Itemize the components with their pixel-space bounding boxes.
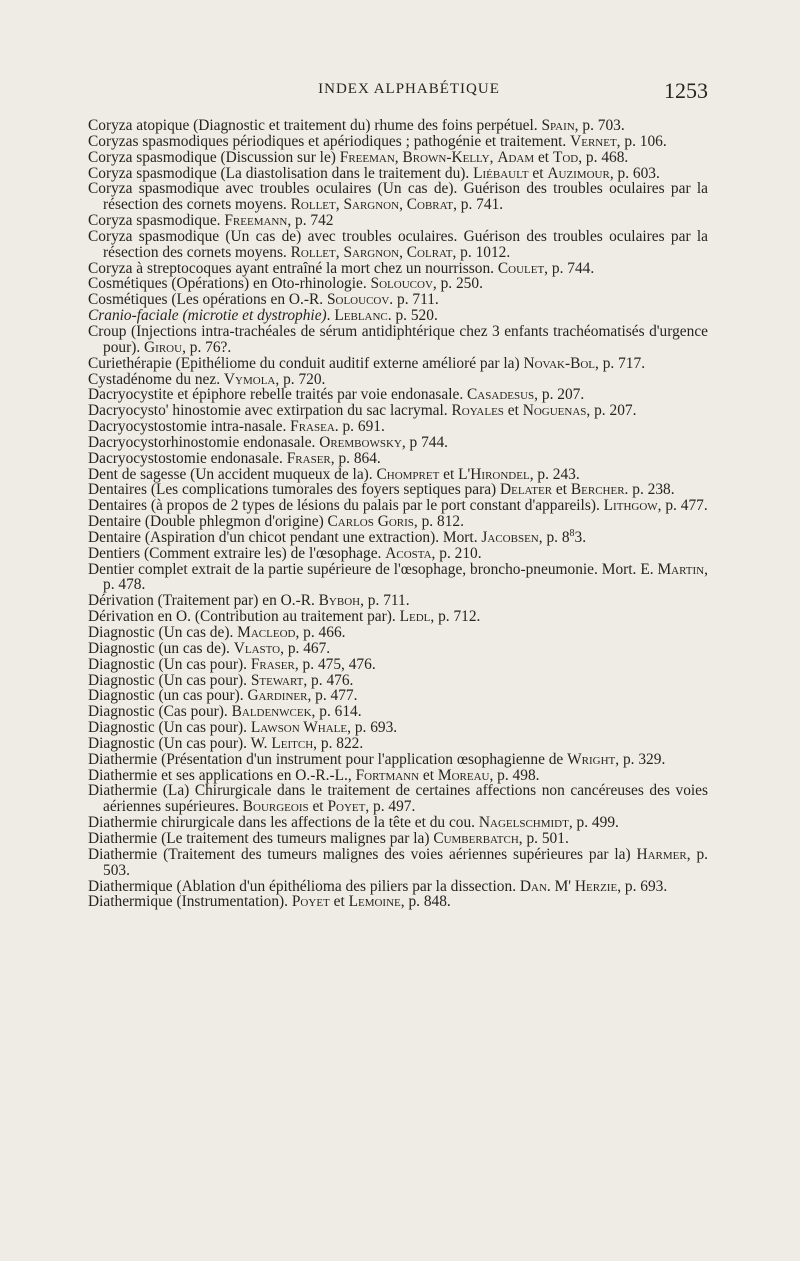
- entry-text: et: [552, 481, 571, 499]
- superscript: 8: [569, 527, 575, 539]
- author-name: Moreau: [437, 766, 490, 784]
- entry-text: Cosmétiques (Opérations) en Oto-rhinologie.: [88, 275, 371, 293]
- author-name: Acosta: [385, 544, 432, 562]
- index-entry: [88, 356, 708, 372]
- author-name: Vymola: [223, 370, 276, 388]
- author-name: Wright: [567, 750, 616, 768]
- author-name: Soloucov: [370, 275, 433, 293]
- author-name: Ledl: [399, 608, 431, 626]
- entry-text: ,: [399, 243, 407, 261]
- index-entry: [88, 372, 708, 388]
- author-name: Bercher: [570, 481, 625, 499]
- entry-text: , p. 711.: [360, 592, 410, 610]
- author-name: Lithgow: [603, 497, 658, 515]
- entry-text: , p. 476.: [303, 671, 354, 689]
- author-name: Soloucov: [326, 291, 390, 309]
- entry-text: Diathermie (La) Chirurgicale dans le traitement de certaines affections non cancéreuses des voies aériennes supérieures.: [88, 782, 708, 816]
- entry-text: Dentier complet extrait de la partie supérieure de l'œsophage, broncho-pneumonie. Mort. E.: [88, 560, 658, 578]
- entry-text: Dentaire (Aspiration d'un chicot pendant une extraction). Mort.: [88, 528, 482, 546]
- entry-text: Diathermie et ses applications en O.-R.-L.,: [88, 766, 356, 784]
- author-name: Rollet: [290, 196, 336, 214]
- entry-text: , p. 467.: [280, 639, 331, 657]
- entry-text: Diagnostic (Un cas pour).: [88, 655, 251, 673]
- index-entry: [88, 736, 708, 752]
- index-entry: [88, 847, 708, 879]
- entry-text: , p. 501.: [518, 829, 569, 847]
- author-name: Delater: [500, 481, 553, 499]
- index-entry: [88, 276, 708, 292]
- entry-text: , p. 498.: [489, 766, 540, 784]
- entry-text: Diagnostic (Un cas de).: [88, 624, 238, 641]
- entry-text: Diagnostic (Un cas pour). W.: [88, 734, 272, 752]
- index-entry: [88, 527, 708, 546]
- entry-text: . p. 691.: [334, 418, 385, 436]
- entry-text: Diathermie (Traitement des tumeurs malignes des voies aériennes supérieures par la): [88, 845, 637, 863]
- entry-text: Diagnostic (Un cas pour).: [88, 671, 251, 689]
- index-entry: [88, 451, 708, 467]
- entry-text: .: [326, 307, 335, 325]
- entry-text: ,: [394, 148, 403, 166]
- entry-text: Diathermie (Le traitement des tumeurs malignes par la): [88, 829, 434, 847]
- author-name: Tod: [552, 148, 579, 166]
- entry-text: Dérivation en O. (Contribution au traitement par).: [88, 608, 400, 626]
- index-entry: [88, 625, 708, 641]
- entry-text: , p. 1012.: [452, 243, 511, 261]
- entry-text: , p. 499.: [568, 814, 619, 832]
- entry-text: . p. 711.: [389, 291, 439, 309]
- author-name: Martin: [657, 560, 705, 578]
- entry-text: et: [308, 798, 328, 816]
- author-name: Leblanc: [334, 307, 388, 325]
- author-name: Macleod: [237, 624, 296, 641]
- entry-text: , p. 106.: [616, 132, 667, 150]
- author-name: Byboh: [318, 592, 361, 610]
- author-name: Baldenwcek: [231, 703, 312, 721]
- author-name: Poyet: [327, 798, 366, 816]
- entry-text: Coryza spasmodique avec troubles oculaires (Un cas de). Guérison des troubles oculaires par la résection des cornets moyens.: [88, 180, 708, 214]
- entry-text: Coryzas spasmodiques périodiques et apériodiques ; pathogénie et traitement.: [88, 132, 571, 150]
- author-name: Spain: [541, 117, 575, 134]
- entry-text: 3.: [574, 528, 587, 546]
- entry-text: ,: [489, 148, 498, 166]
- author-name: Leitch: [271, 734, 314, 752]
- author-name: Carlos Goris: [327, 513, 414, 531]
- author-name: Colrat: [406, 243, 453, 261]
- entry-text: et: [419, 766, 438, 784]
- entry-text: , p. 848.: [400, 893, 451, 911]
- entry-text: ,: [335, 196, 344, 214]
- entry-text: , p. 468.: [578, 148, 629, 166]
- entry-text: , p. 478.: [103, 560, 708, 594]
- author-name: Nagelschmidt: [478, 814, 569, 832]
- entry-text: , p. 475, 476.: [294, 655, 376, 673]
- entry-text: Diagnostic (Cas pour).: [88, 703, 232, 721]
- entry-text: , p. 243.: [529, 465, 580, 483]
- index-entry: [88, 181, 708, 213]
- entry-text: Coryza spasmodique.: [88, 212, 225, 230]
- entry-text: , p. 76?.: [182, 338, 232, 356]
- index-entry: [88, 467, 708, 483]
- entry-text: Dacryocysto' hinostomie avec extirpation du sac lacrymal.: [88, 402, 452, 420]
- page-header: [110, 78, 708, 104]
- index-entry: [88, 688, 708, 704]
- entry-text: et: [528, 164, 548, 182]
- author-name: Fraser: [250, 655, 295, 673]
- entry-text: Dentaire (Double phlegmon d'origine): [88, 513, 328, 531]
- entry-text: , p. 210.: [431, 544, 482, 562]
- index-entry: [88, 419, 708, 435]
- entry-text: Diathermique (Instrumentation).: [88, 893, 292, 911]
- author-name: L'Hirondel: [458, 465, 530, 483]
- author-name: Freemann: [224, 212, 288, 230]
- entry-text: , p. 250.: [432, 275, 483, 293]
- entry-text: Coryza à streptocoques ayant entraîné la mort chez un nourrisson.: [88, 259, 498, 277]
- entry-text: , p. 712.: [430, 608, 481, 626]
- author-name: Bourgeois: [242, 798, 309, 816]
- index-entry: [88, 815, 708, 831]
- entry-text: , p. 8: [538, 528, 570, 546]
- index-entry: [88, 609, 708, 625]
- index-entry: [88, 166, 708, 182]
- entry-text: et: [503, 402, 523, 420]
- entry-text: . p. 520.: [387, 307, 438, 325]
- index-entry: [88, 150, 708, 166]
- author-name: Dan. M' Herzie: [519, 877, 618, 895]
- entry-text: Diathermie chirurgicale dans les affections de la tête et du cou.: [88, 814, 479, 832]
- index-entry: [88, 308, 708, 324]
- entry-text: Dentaires (à propos de 2 types de lésions du palais par le port constant d'appareils).: [88, 497, 604, 515]
- entry-text: , p. 703.: [574, 117, 625, 134]
- author-name: Stewart: [250, 671, 304, 689]
- entry-text: Diagnostic (un cas de).: [88, 639, 234, 657]
- author-name: Adam: [497, 148, 535, 166]
- index-entries: [88, 118, 708, 910]
- author-name: Royales: [451, 402, 504, 420]
- author-name: Poyet: [291, 893, 330, 911]
- index-entry: [88, 562, 708, 594]
- entry-text: , p. 614.: [311, 703, 362, 721]
- entry-text: , p. 742: [287, 212, 334, 230]
- entry-text-italic: Cranio-faciale (microtie et dystrophie): [88, 307, 327, 325]
- entry-text: Dentiers (Comment extraire les) de l'œsophage.: [88, 544, 386, 562]
- entry-text: , p. 864.: [330, 449, 381, 467]
- index-entry: [88, 514, 708, 530]
- entry-text: , p. 812.: [413, 513, 464, 531]
- author-name: Freeman: [339, 148, 395, 166]
- author-name: Auzimour: [547, 164, 610, 182]
- entry-text: , p 744.: [401, 433, 449, 451]
- author-name: Gardiner: [247, 687, 308, 705]
- entry-text: Cosmétiques (Les opérations en O.-R.: [88, 291, 327, 309]
- entry-text: , p. 741.: [453, 196, 504, 214]
- entry-text: Diathermie (Présentation d'un instrument pour l'application œsophagienne de: [88, 750, 568, 768]
- author-name: Vlasto: [233, 639, 281, 657]
- entry-text: , p. 717.: [595, 354, 646, 372]
- index-entry: [88, 482, 708, 498]
- author-name: Cumberbatch: [433, 829, 519, 847]
- entry-text: Dacryocystostomie endonasale.: [88, 449, 287, 467]
- entry-text: Coryza atopique (Diagnostic et traitement du) rhume des foins perpétuel.: [88, 117, 542, 134]
- index-entry: [88, 387, 708, 403]
- running-title: INDEX ALPHABÉTIQUE: [318, 81, 500, 97]
- index-entry: [88, 704, 708, 720]
- entry-text: , p. 207.: [586, 402, 637, 420]
- page-number: 1253: [664, 78, 708, 103]
- entry-text: Dacryocystostomie intra-nasale.: [88, 418, 291, 436]
- index-entry: [88, 134, 708, 150]
- entry-text: , p. 466.: [295, 624, 346, 641]
- entry-text: , p. 720.: [275, 370, 326, 388]
- author-name: Orembowsky: [319, 433, 402, 451]
- index-entry: [88, 783, 708, 815]
- author-name: Lawson Whale: [250, 719, 348, 737]
- index-entry: [88, 720, 708, 736]
- entry-text: , p. 477.: [657, 497, 708, 515]
- entry-text: Cystadénome du nez.: [88, 370, 224, 388]
- index-entry: [88, 324, 708, 356]
- entry-text: Dent de sagesse (Un accident muqueux de la).: [88, 465, 377, 483]
- entry-text: et: [534, 148, 553, 166]
- author-name: Harmer: [636, 845, 687, 863]
- entry-text: Dacryocystorhinostomie endonasale.: [88, 433, 320, 451]
- entry-text: et: [439, 465, 459, 483]
- entry-text: ,: [399, 196, 407, 214]
- author-name: Frasea: [290, 418, 335, 436]
- entry-text: Diathermique (Ablation d'un épithélioma des piliers par la dissection.: [88, 877, 520, 895]
- author-name: Brown-Kelly: [402, 148, 490, 166]
- author-name: Novak-Bol: [523, 354, 596, 372]
- author-name: Noguenas: [522, 402, 587, 420]
- author-name: Liébault: [473, 164, 529, 182]
- index-entry: [88, 261, 708, 277]
- author-name: Coulet: [497, 259, 545, 277]
- entry-text: , p. 603.: [609, 164, 660, 182]
- index-entry: [88, 498, 708, 514]
- entry-text: , p. 497.: [365, 798, 416, 816]
- index-entry: [88, 229, 708, 261]
- entry-text: Diagnostic (un cas pour).: [88, 687, 248, 705]
- index-entry: [88, 768, 708, 784]
- index-entry: [88, 292, 708, 308]
- author-name: Chompret: [376, 465, 440, 483]
- entry-text: Coryza spasmodique (La diastolisation dans le traitement du).: [88, 164, 474, 182]
- author-name: Cobrat: [406, 196, 454, 214]
- index-entry: [88, 435, 708, 451]
- index-entry: [88, 213, 708, 229]
- author-name: Fraser: [286, 449, 331, 467]
- author-name: Vernet: [570, 132, 617, 150]
- author-name: Girou: [144, 338, 183, 356]
- index-entry: [88, 894, 708, 910]
- index-entry: [88, 546, 708, 562]
- index-entry: [88, 403, 708, 419]
- entry-text: , p. 693.: [347, 719, 398, 737]
- index-entry: [88, 673, 708, 689]
- entry-text: et: [329, 893, 349, 911]
- index-entry: [88, 752, 708, 768]
- index-entry: [88, 831, 708, 847]
- entry-text: , p. 477.: [307, 687, 358, 705]
- entry-text: Coryza spasmodique (Discussion sur le): [88, 148, 340, 166]
- author-name: Lemoine: [348, 893, 401, 911]
- index-entry: [88, 593, 708, 609]
- entry-text: Curiethérapie (Epithéliome du conduit auditif externe amélioré par la): [88, 354, 524, 372]
- entry-text: Croup (Injections intra-trachéales de sérum antidiphtérique chez 3 enfants trachéomatisés d'urgence pour).: [88, 322, 708, 356]
- entry-text: . p. 238.: [624, 481, 675, 499]
- entry-text: , p. 693.: [617, 877, 668, 895]
- entry-text: Dentaires (Les complications tumorales des foyers septiques para): [88, 481, 500, 499]
- entry-text: , p. 329.: [615, 750, 666, 768]
- entry-text: ,: [335, 243, 344, 261]
- index-entry: [88, 657, 708, 673]
- author-name: Sargnon: [343, 243, 400, 261]
- entry-text: , p. 744.: [544, 259, 595, 277]
- entry-text: , p. 822.: [313, 734, 364, 752]
- entry-text: , p. 207.: [534, 386, 585, 404]
- entry-text: Dacryocystite et épiphore rebelle traités par voie endonasale.: [88, 386, 468, 404]
- author-name: Jacobsen: [481, 528, 539, 546]
- entry-text: Diagnostic (Un cas pour).: [88, 719, 251, 737]
- entry-text: , p. 503.: [103, 845, 708, 879]
- author-name: Fortmann: [355, 766, 420, 784]
- entry-text: Coryza spasmodique (Un cas de) avec troubles oculaires. Guérison des troubles oculaires par la résection des cornets moyens.: [88, 227, 708, 261]
- author-name: Sargnon: [343, 196, 400, 214]
- index-entry: [88, 641, 708, 657]
- author-name: Rollet: [290, 243, 336, 261]
- author-name: Casadesus: [467, 386, 535, 404]
- index-entry: [88, 118, 708, 134]
- entry-text: Dérivation (Traitement par) en O.-R.: [88, 592, 319, 610]
- index-entry: [88, 879, 708, 895]
